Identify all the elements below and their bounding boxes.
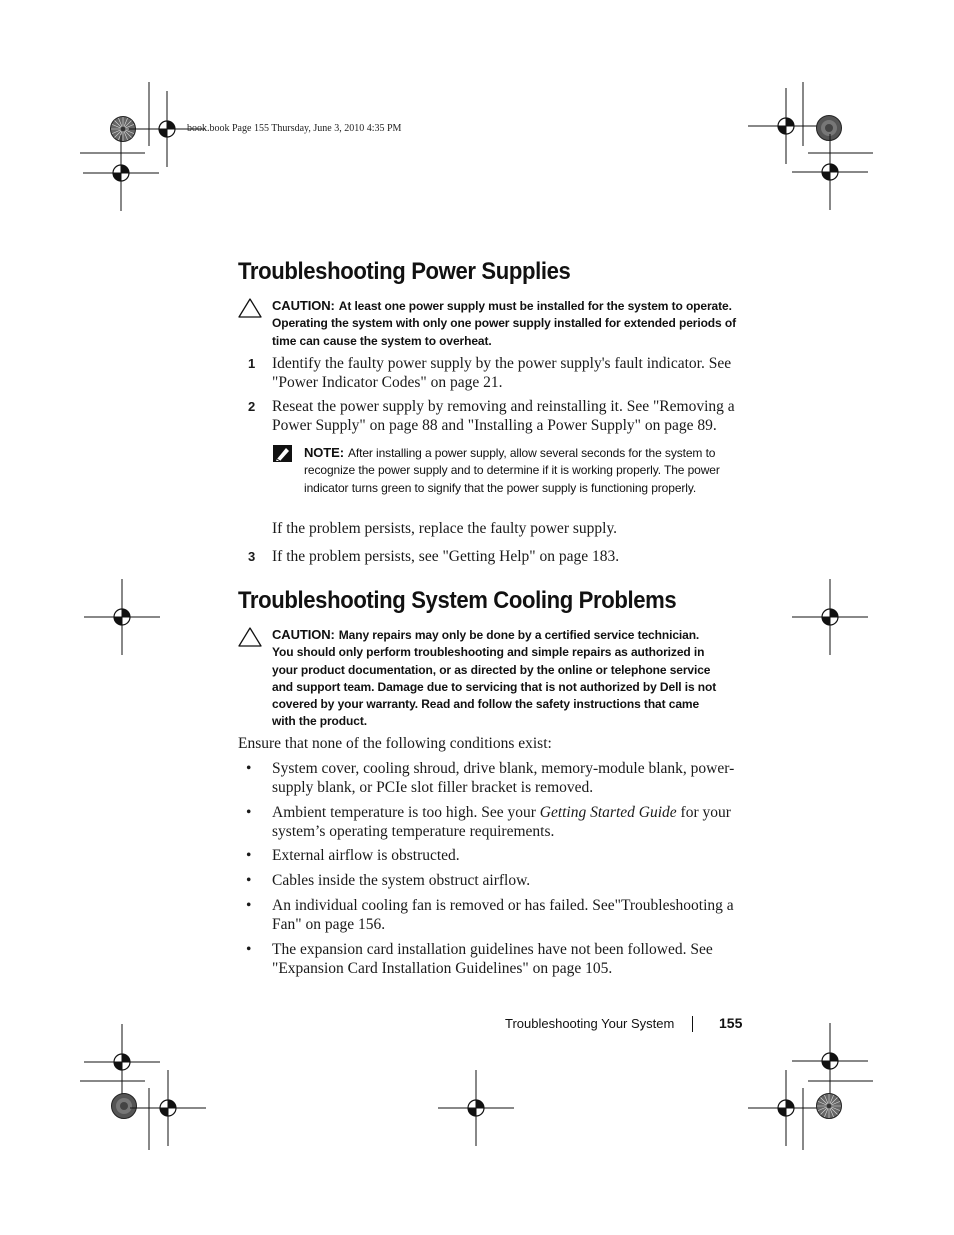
persist-text: If the problem persists, replace the faulty power supply. (272, 520, 618, 537)
registration-mark-icon (83, 135, 159, 211)
caution-label: CAUTION: (272, 298, 335, 313)
page-number: 155 (719, 1015, 743, 1031)
footer-divider (692, 1016, 693, 1032)
caution-triangle-icon (238, 297, 262, 319)
print-header: book.book Page 155 Thursday, June 3, 2010 4:35 PM (187, 123, 402, 134)
list-item-text: System cover, cooling shroud, drive blank, memory-module blank, power-supply blank, or PCIe slot filler bracket is removed. (272, 760, 735, 796)
list-item-text: An individual cooling fan is removed or has failed. See"Troubleshooting a Fan" on page 156. (272, 897, 734, 933)
step-text: If the problem persists, see "Getting Help" on page 183. (272, 548, 620, 565)
registration-mark-icon (84, 579, 160, 655)
list-item-text: Cables inside the system obstruct airflow. (272, 872, 531, 889)
bullet-icon: • (246, 804, 252, 821)
note-pencil-icon (272, 444, 294, 464)
caution-text: At least one power supply must be installed for the system to operate. Operating the system with only one power supply installed for extended periods of time can cause the system to overheat. (272, 299, 736, 348)
color-wheel-icon (112, 1094, 137, 1119)
guide-title: Getting Started Guide (539, 804, 677, 821)
bullet-icon: • (246, 897, 252, 914)
step-number: 1 (248, 356, 256, 371)
step-text: Reseat the power supply by removing and reinstalling it. See "Removing a Power Supply" on page 88 and "Installing a Power Supply" on page 89. (272, 398, 735, 434)
list-item-text-part: Ambient temperature is too high. See your (272, 804, 540, 821)
caution-triangle-icon (238, 626, 262, 648)
bullet-icon: • (246, 847, 252, 864)
note-text: After installing a power supply, allow several seconds for the system to recognize the power supply and to determine if it is working properly. The power indicator turns green to signify that the power supply is functioning properly. (304, 446, 720, 495)
registration-mark-icon (438, 1070, 514, 1146)
step-number: 2 (248, 399, 256, 414)
footer-chapter-title: Troubleshooting Your System (505, 1016, 675, 1031)
conditions-intro: Ensure that none of the following conditions exist: (238, 735, 552, 752)
section-title-power-supplies: Troubleshooting Power Supplies (238, 258, 571, 285)
caution-label: CAUTION: (272, 627, 335, 642)
color-wheel-icon (817, 1094, 842, 1119)
bullet-icon: • (246, 872, 252, 889)
bullet-icon: • (246, 941, 252, 958)
step-number: 3 (248, 549, 256, 564)
registration-mark-icon (792, 579, 868, 655)
step-text: Identify the faulty power supply by the power supply's fault indicator. See "Power Indicator Codes" on page 21. (272, 355, 732, 391)
caution-text: Many repairs may only be done by a certified service technician. You should only perform troubleshooting and simple repairs as authorized in your product documentation, or as directed by the online or telephone service and support team. Damage due to servicing that is not authorized by Dell is not covered by your warranty. Read and follow the safety instructions that came with the product. (272, 628, 717, 729)
bullet-icon: • (246, 760, 252, 777)
list-item-text (272, 804, 738, 842)
note-label: NOTE: (304, 445, 344, 460)
color-wheel-icon (817, 116, 842, 141)
section-title-cooling-problems: Troubleshooting System Cooling Problems (238, 587, 677, 614)
list-item-text-part: for your system’s operating temperature requirements. (272, 804, 731, 840)
list-item-text: External airflow is obstructed. (272, 847, 460, 864)
list-item-text: The expansion card installation guidelines have not been followed. See "Expansion Card Installation Guidelines" on page 105. (272, 941, 713, 977)
registration-mark-icon (792, 1023, 868, 1099)
